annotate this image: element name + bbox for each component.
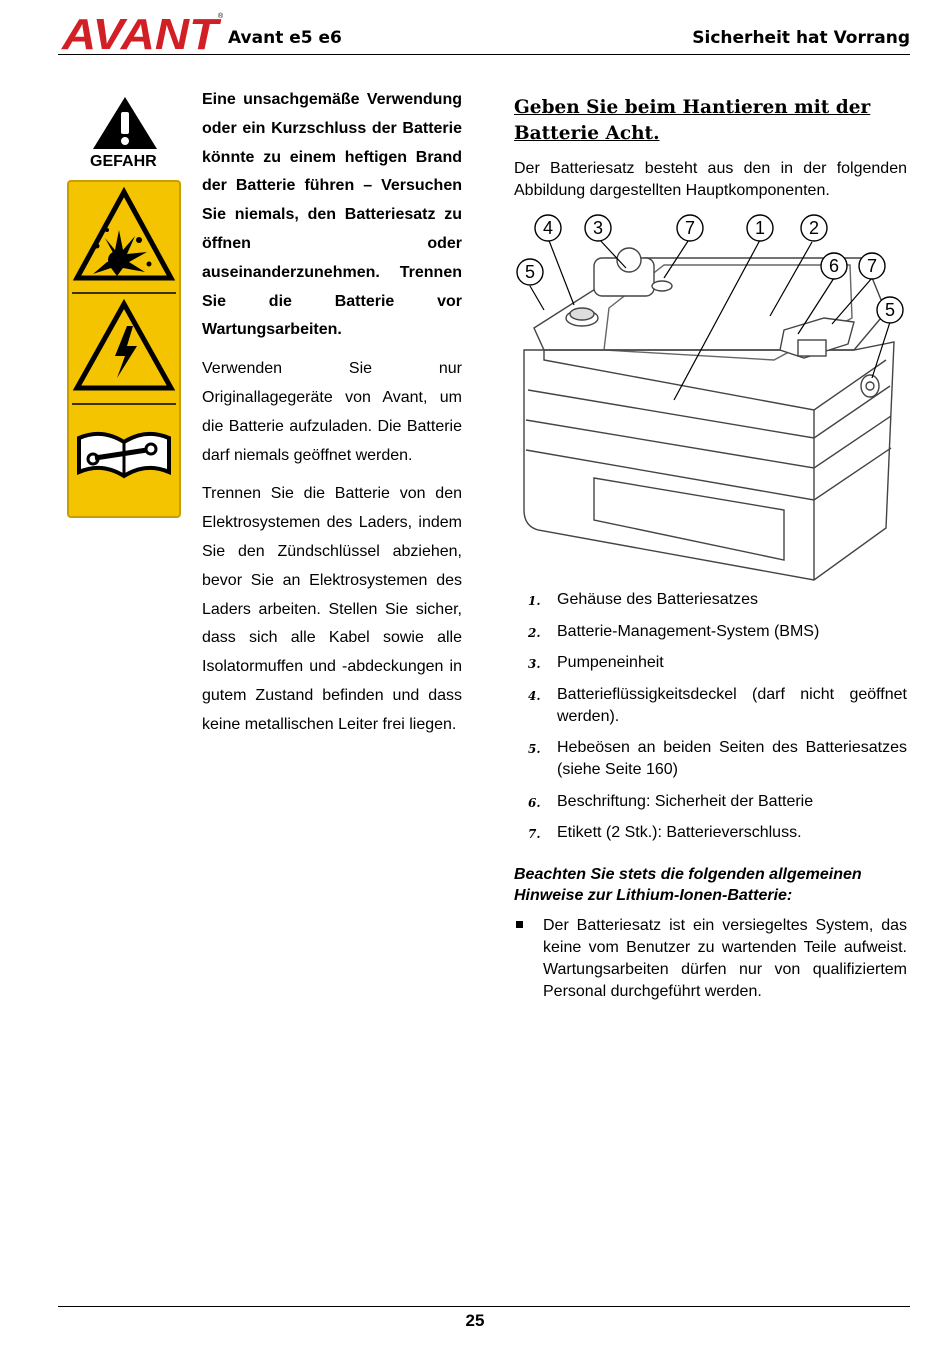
list-item: 5. Hebeösen an beiden Seiten des Batteriesatzes (siehe Seite 160) bbox=[528, 739, 907, 778]
section-heading: Geben Sie beim Hantieren mit der Batterie Acht. bbox=[514, 97, 871, 144]
warning-triangle-icon bbox=[92, 96, 158, 150]
list-item: 2. Batterie-Management-System (BMS) bbox=[528, 622, 820, 640]
components-list bbox=[514, 589, 907, 854]
callout-6: 6 bbox=[828, 256, 840, 276]
intro-paragraph: Der Batteriesatz besteht aus den in der folgenden Abbildung dargestellten Hauptkomponenten. bbox=[514, 160, 907, 199]
read-manual-icon bbox=[79, 434, 169, 476]
footer-divider bbox=[58, 1306, 910, 1307]
callout-4: 4 bbox=[542, 218, 554, 238]
disconnect-paragraph: Trennen Sie die Batterie von den Elektrosystemen des Laders, indem Sie den Zündschlüssel abziehen, bevor Sie an Elektrosystemen des Laders arbeiten. Stellen Sie sicher, dass sich alle Kabel sowie alle Isolatormuffen und -abdeckungen in gutem Zustand befinden und dass keine metallischen Leiter frei liegen. bbox=[202, 485, 462, 733]
list-item: 4. Batterieflüssigkeitsdeckel (darf nicht geöffnet werden). bbox=[528, 685, 907, 725]
callout-1: 1 bbox=[754, 218, 766, 238]
callout-5-right: 5 bbox=[884, 300, 896, 320]
section-title: Sicherheit hat Vorrang bbox=[692, 28, 910, 48]
svg-text:AVANT: AVANT bbox=[60, 10, 222, 52]
safety-signs bbox=[67, 180, 181, 518]
page-number: 25 bbox=[465, 1311, 485, 1330]
list-item: 7. Etikett (2 Stk.): Batterieverschluss. bbox=[528, 824, 802, 841]
danger-paragraph: Eine unsachgemäße Verwendung oder ein Kurzschluss der Batterie könnte zu einem heftigen Brand der Batterie führen – Versuchen Sie niemals, den Batteriesatz zu öffnen oder auseinanderzunehmen. Trennen Sie die Batterie vor Wartungsarbeiten. bbox=[202, 91, 462, 339]
list-item: Der Batteriesatz ist ein versiegeltes System, das keine vom Benutzer zu wartenden Teile aufweist. Wartungsarbeiten dürfen nur von qualifiziertem Personal durchgeführt werden. bbox=[514, 915, 907, 1003]
bullet-square-icon bbox=[516, 921, 523, 928]
callout-2: 2 bbox=[808, 218, 820, 238]
callout-3: 3 bbox=[592, 218, 604, 238]
notes-list bbox=[514, 915, 907, 1003]
danger-label: GEFAHR bbox=[90, 153, 157, 170]
document-title: Avant e5 e6 bbox=[228, 28, 342, 48]
battery-pack-figure bbox=[514, 210, 906, 588]
list-item: 3. Pumpeneinheit bbox=[528, 654, 664, 671]
callout-5-left: 5 bbox=[524, 262, 536, 282]
svg-text:®: ® bbox=[218, 13, 223, 20]
right-text-column bbox=[514, 95, 907, 202]
list-item: 6. Beschriftung: Sicherheit der Batterie bbox=[528, 792, 814, 810]
charger-paragraph: Verwenden Sie nur Originallagegeräte von Avant, um die Batterie aufzuladen. Die Batterie darf niemals geöffnet werden. bbox=[202, 360, 462, 464]
page-header bbox=[58, 8, 910, 55]
callout-7-right: 7 bbox=[866, 256, 878, 276]
left-text-column bbox=[202, 86, 462, 740]
callout-7: 7 bbox=[684, 218, 696, 238]
note-heading: Beachten Sie stets die folgenden allgemeinen Hinweise zur Lithium-Ionen-Batterie: bbox=[514, 866, 862, 904]
avant-logo bbox=[58, 10, 223, 52]
list-item: 1. Gehäuse des Batteriesatzes bbox=[528, 591, 759, 608]
